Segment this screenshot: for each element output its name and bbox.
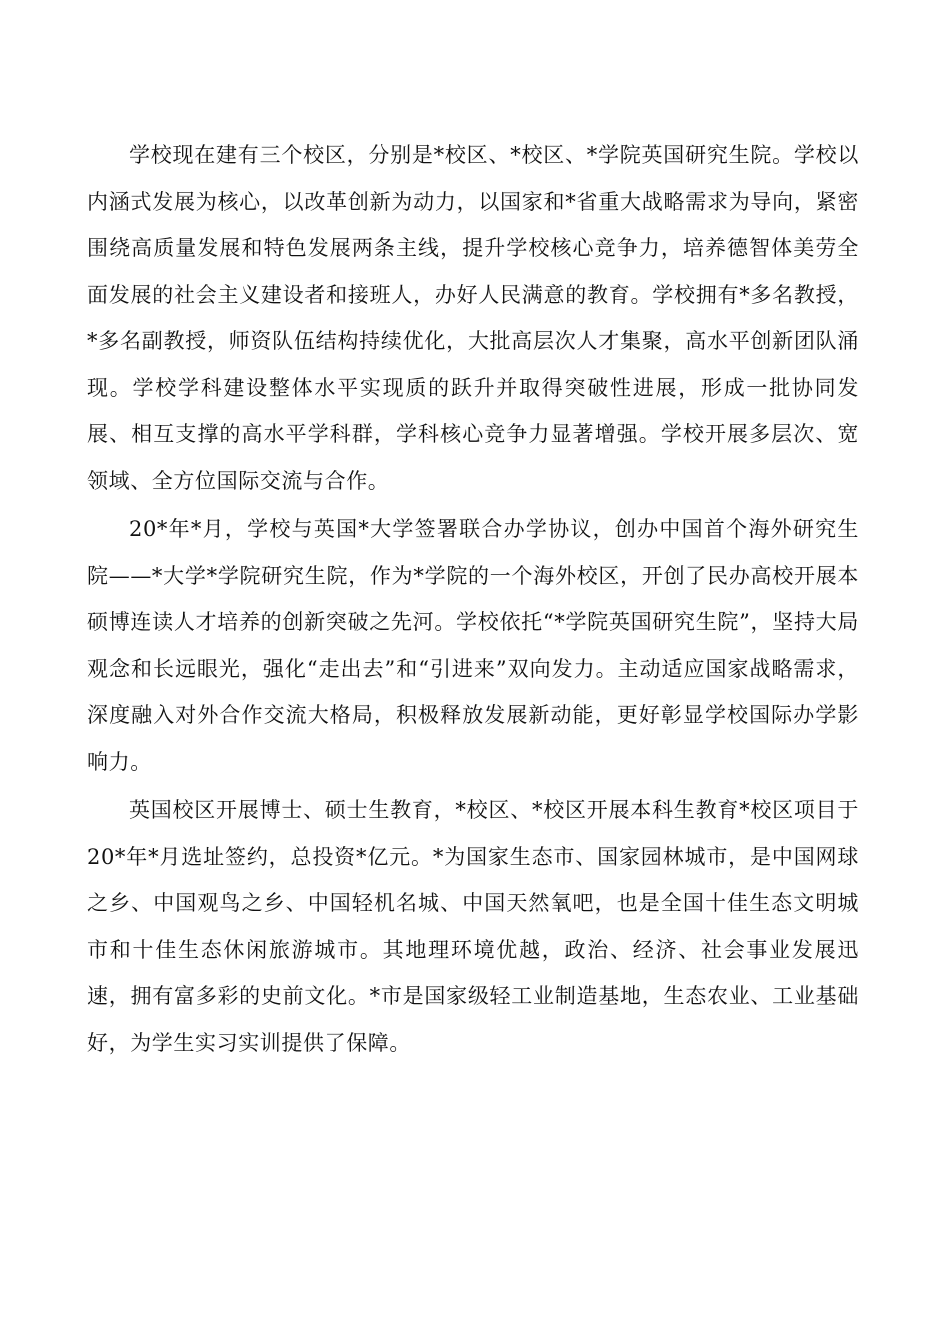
- paragraph-overseas-school: 20*年*月，学校与英国*大学签署联合办学协议，创办中国首个海外研究生院——*大学*学院研究生院，作为*学院的一个海外校区，开创了民办高校开展本硕博连读人才培养的创新突破之先河。学校依托“*学院英国研究生院”，坚持大局观念和长远眼光，强化“走出去”和“引进来”双向发力。主动适应国家战略需求，深度融入对外合作交流大格局，积极释放发展新动能，更好彰显学校国际办学影响力。: [87, 517, 859, 774]
- paragraph-campuses: 学校现在建有三个校区，分别是*校区、*校区、*学院英国研究生院。学校以内涵式发展为核心，以改革创新为动力，以国家和*省重大战略需求为导向，紧密围绕高质量发展和特色发展两条主线，提升学校核心竞争力，培养德智体美劳全面发展的社会主义建设者和接班人，办好人民满意的教育。学校拥有*多名教授，*多名副教授，师资队伍结构持续优化，大批高层次人才集聚，高水平创新团队涌现。学校学科建设整体水平实现质的跃升并取得突破性进展，形成一批协同发展、相互支撑的高水平学科群，学科核心竞争力显著增强。学校开展多层次、宽领域、全方位国际交流与合作。: [87, 143, 859, 493]
- paragraph-uk-campus: 英国校区开展博士、硕士生教育，*校区、*校区开展本科生教育*校区项目于20*年*月选址签约，总投资*亿元。*为国家生态市、国家园林城市，是中国网球之乡、中国观鸟之乡、中国轻机名城、中国天然氧吧，也是全国十佳生态文明城市和十佳生态休闲旅游城市。其地理环境优越，政治、经济、社会事业发展迅速，拥有富多彩的史前文化。*市是国家级轻工业制造基地，生态农业、工业基础好，为学生实习实训提供了保障。: [87, 798, 859, 1055]
- document-body: [87, 132, 859, 1068]
